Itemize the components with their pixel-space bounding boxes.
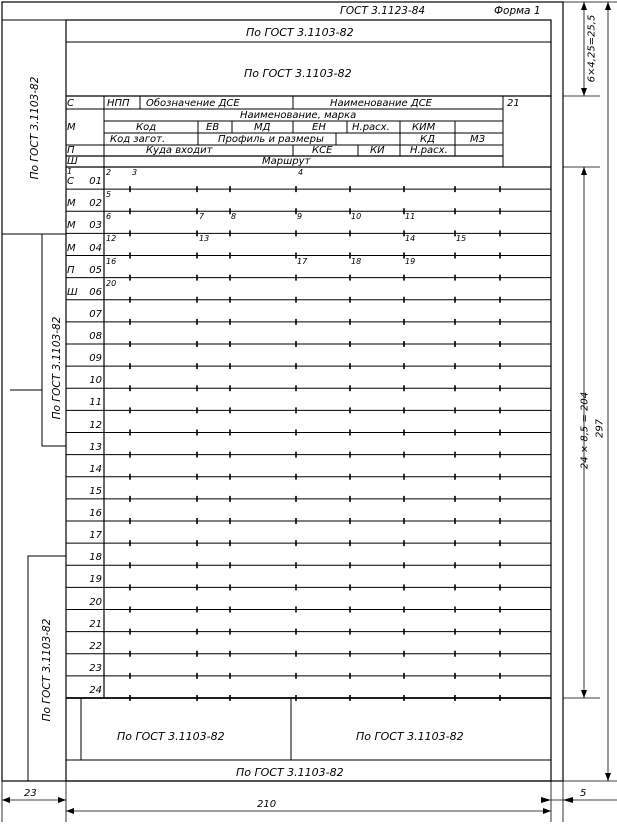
stamp-left-top: По ГОСТ 3.1103-82 xyxy=(29,76,41,180)
row-letter: М xyxy=(67,242,76,254)
cell-number: 19 xyxy=(405,256,416,266)
dim-bottom-right: 5 xyxy=(580,788,587,799)
stamp-top-2: По ГОСТ 3.1103-82 xyxy=(244,67,352,80)
row-number: 20 xyxy=(89,596,102,608)
cell-number: 15 xyxy=(456,234,467,244)
row-letter: С xyxy=(67,176,74,188)
row-number: 07 xyxy=(89,308,102,320)
stamp-footer: По ГОСТ 3.1103-82 xyxy=(236,766,344,779)
stamp-left-bottom: По ГОСТ 3.1103-82 xyxy=(41,618,53,722)
hdr-material-title: Наименование, марка xyxy=(240,110,357,121)
dim-top-right: 6×4,25=25,5 xyxy=(586,14,598,83)
hdr-nrasx: Н.расх. xyxy=(352,122,390,133)
row-number: 19 xyxy=(89,574,102,586)
row-number: 05 xyxy=(89,264,102,276)
hdr-kuda: Куда входит xyxy=(146,145,213,156)
row-letter: П xyxy=(67,264,75,276)
cell-number: 4 xyxy=(298,168,304,177)
row-letter: М xyxy=(67,220,76,232)
row-number: 17 xyxy=(89,530,102,542)
cell-number: 20 xyxy=(106,278,117,288)
cell-number: 12 xyxy=(106,234,117,244)
hdr-route: Маршрут xyxy=(262,156,311,167)
hdr-row-p-letter: П xyxy=(67,145,75,156)
row-number: 18 xyxy=(89,552,102,564)
hdr-md: МД xyxy=(254,122,271,133)
dim-bottom-left: 23 xyxy=(24,788,37,799)
cell-number: 9 xyxy=(297,212,303,222)
row-number: 10 xyxy=(89,375,102,387)
stamp-bottom-left: По ГОСТ 3.1103-82 xyxy=(117,730,225,743)
row-number: 13 xyxy=(89,441,102,453)
form-label: Форма 1 xyxy=(494,5,541,17)
hdr-mz: МЗ xyxy=(470,134,486,145)
hdr-kse: КСЕ xyxy=(312,145,333,156)
stamp-top-1: По ГОСТ 3.1103-82 xyxy=(246,26,354,39)
cell-number: 13 xyxy=(199,234,210,244)
dim-right-total: 297 xyxy=(594,418,606,439)
dim-right-main: 24 × 8,5 = 204 xyxy=(579,391,591,470)
row-number: 12 xyxy=(89,419,102,431)
hdr-ev: ЕВ xyxy=(206,122,220,133)
stamp-left-mid: По ГОСТ 3.1103-82 xyxy=(51,316,63,420)
hdr-kod-zag: Код загот. xyxy=(110,134,166,145)
row-number: 16 xyxy=(89,508,102,519)
hdr-kod: Код xyxy=(136,122,157,133)
row-number: 04 xyxy=(89,242,102,254)
hdr-kd: КД xyxy=(420,134,435,145)
hdr-nrasx-2: Н.расх. xyxy=(410,145,448,156)
hdr-designation: Обозначение ДСЕ xyxy=(146,98,240,109)
cell-number: 18 xyxy=(351,256,362,266)
cell-number: 2 xyxy=(106,168,112,177)
hdr-row-sh-letter: Ш xyxy=(67,156,78,167)
cell-number: 17 xyxy=(297,256,308,266)
cell-number: 3 xyxy=(132,168,138,177)
hdr-row-c-letter: С xyxy=(67,98,74,109)
row-number: 24 xyxy=(89,685,102,696)
cell-number: 5 xyxy=(106,190,112,200)
hdr-row-m-letter: М xyxy=(67,122,76,133)
cell-number: 10 xyxy=(351,212,362,222)
cell-number: 7 xyxy=(199,212,205,222)
row-number: 14 xyxy=(89,463,102,475)
row-letter: М xyxy=(67,198,76,210)
row-number: 08 xyxy=(89,331,102,342)
cell-number: 11 xyxy=(405,212,416,222)
row-letter: Ш xyxy=(67,286,78,298)
stamp-bottom-right: По ГОСТ 3.1103-82 xyxy=(356,730,464,743)
cell-number: 6 xyxy=(106,212,112,222)
hdr-num-21: 21 xyxy=(507,98,520,109)
hdr-ki: КИ xyxy=(370,145,385,156)
row-number: 11 xyxy=(89,397,102,409)
row-number: 06 xyxy=(89,286,102,298)
row-number: 15 xyxy=(89,485,102,497)
row-number: 01 xyxy=(89,176,102,188)
row-number: 21 xyxy=(89,618,102,630)
cell-number: 14 xyxy=(405,234,416,244)
hdr-en: ЕН xyxy=(312,122,326,133)
standard-label: ГОСТ 3.1123-84 xyxy=(340,5,426,17)
cell-number: 16 xyxy=(106,256,117,266)
row1-marker: 1 xyxy=(67,167,73,176)
hdr-profile: Профиль и размеры xyxy=(218,134,324,145)
dim-bottom-mid: 210 xyxy=(257,799,277,810)
hdr-kim: КИМ xyxy=(412,122,436,133)
cell-number: 8 xyxy=(231,212,237,222)
hdr-npp: НПП xyxy=(107,98,130,109)
row-number: 23 xyxy=(89,662,102,674)
hdr-name: Наименование ДСЕ xyxy=(330,98,433,109)
row-number: 09 xyxy=(89,353,102,365)
row-number: 02 xyxy=(89,198,102,210)
row-number: 22 xyxy=(89,640,102,652)
row-number: 03 xyxy=(89,220,102,232)
